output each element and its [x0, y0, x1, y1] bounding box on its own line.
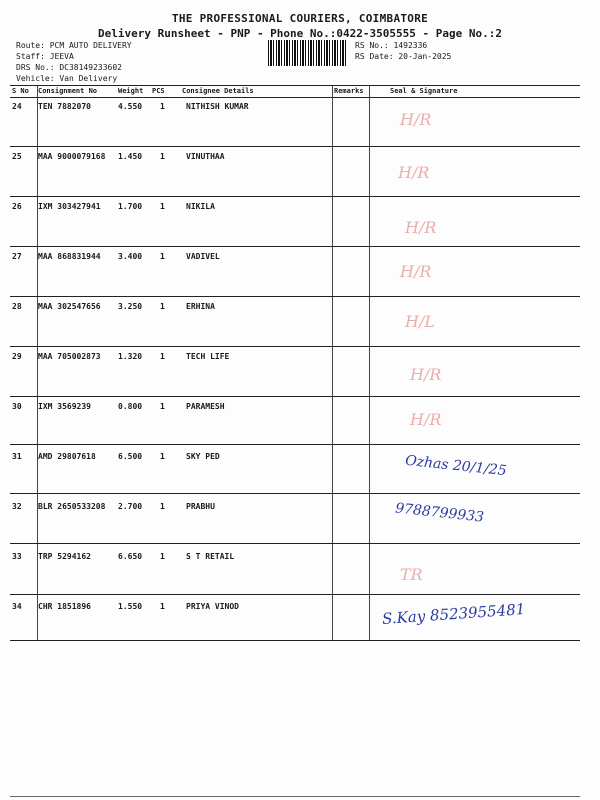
table-row	[10, 548, 580, 598]
row-rule	[10, 493, 580, 494]
route-label: Route: PCM AUTO DELIVERY	[16, 41, 132, 50]
row-sno: 33	[12, 552, 22, 561]
row-weight: 1.320	[118, 352, 143, 361]
col-seal: Seal & Signature	[390, 87, 458, 95]
table-row	[10, 398, 580, 448]
rs-number: RS No.: 1492336	[355, 41, 428, 50]
row-consignment: TEN 7882070	[38, 102, 91, 111]
table-row	[10, 348, 580, 398]
row-rule	[10, 196, 580, 197]
table-row	[10, 298, 580, 348]
table-row	[10, 198, 580, 248]
row-consignee: PARAMESH	[186, 402, 225, 411]
row-rule	[10, 543, 580, 544]
runsheet-info-right	[355, 40, 451, 62]
row-consignee: S T RETAIL	[186, 552, 235, 561]
signature-mark: S.Kay 8523955481	[381, 600, 526, 628]
signature-mark: H/L	[405, 312, 435, 331]
company-title: THE PROFESSIONAL COURIERS, COIMBATORE	[171, 12, 429, 25]
row-pcs: 1	[160, 402, 165, 411]
row-consignment: AMD 29807618	[38, 452, 96, 461]
col-weight: Weight	[118, 87, 144, 95]
row-sno: 27	[12, 252, 22, 261]
row-consignee: TECH LIFE	[186, 352, 230, 361]
row-weight: 2.700	[118, 502, 143, 511]
row-pcs: 1	[160, 102, 165, 111]
row-sno: 24	[12, 102, 22, 111]
row-sno: 26	[12, 202, 22, 211]
row-pcs: 1	[160, 302, 165, 311]
row-weight: 1.550	[118, 602, 143, 611]
row-sno: 30	[12, 402, 22, 411]
row-consignee: VADIVEL	[186, 252, 220, 261]
row-sno: 31	[12, 452, 22, 461]
row-pcs: 1	[160, 552, 165, 561]
row-weight: 6.650	[118, 552, 143, 561]
row-consignment: TRP 5294162	[38, 552, 91, 561]
row-rule	[10, 346, 580, 347]
row-consignee: PRABHU	[186, 502, 215, 511]
signature-mark: H/R	[410, 365, 442, 384]
row-weight: 3.250	[118, 302, 143, 311]
row-weight: 0.800	[118, 402, 143, 411]
row-rule	[10, 594, 580, 595]
row-pcs: 1	[160, 352, 165, 361]
rs-date: RS Date: 20-Jan-2025	[355, 52, 452, 61]
row-consignment: MAA 9000079168	[38, 152, 106, 161]
row-consignee: SKY PED	[186, 452, 220, 461]
row-pcs: 1	[160, 252, 165, 261]
row-consignment: MAA 302547656	[38, 302, 101, 311]
signature-mark: 9788799933	[394, 500, 485, 526]
col-consignee: Consignee Details	[182, 87, 254, 95]
row-consignment: CHR 1851896	[38, 602, 91, 611]
signature-mark: Ozhas 20/1/25	[404, 452, 508, 480]
row-consignment: IXM 303427941	[38, 202, 101, 211]
signature-mark: TR	[400, 565, 423, 584]
row-consignment: MAA 868831944	[38, 252, 101, 261]
col-remarks: Remarks	[334, 87, 364, 95]
row-weight: 6.500	[118, 452, 143, 461]
row-consignment: BLR 2650533208	[38, 502, 106, 511]
row-weight: 3.400	[118, 252, 143, 261]
signature-mark: H/R	[400, 110, 432, 129]
row-rule	[10, 296, 580, 297]
row-pcs: 1	[160, 152, 165, 161]
col-pcs: PCS	[152, 87, 165, 95]
row-consignee: VINUTHAA	[186, 152, 225, 161]
row-consignee: NITHISH KUMAR	[186, 102, 249, 111]
drs-number: DRS No.: DC38149233602	[16, 63, 122, 72]
table-bottom-rule	[10, 640, 580, 641]
vehicle-label: Vehicle: Van Delivery	[16, 74, 118, 83]
signature-mark: H/R	[410, 410, 442, 429]
runsheet-info-left	[16, 40, 132, 84]
row-rule	[10, 444, 580, 445]
row-sno: 34	[12, 602, 22, 611]
table-row	[10, 248, 580, 298]
table-header	[10, 86, 580, 98]
row-consignment: IXM 3569239	[38, 402, 91, 411]
col-sno: S No	[12, 87, 29, 95]
page-bottom-rule	[10, 796, 580, 797]
row-consignee: ERHINA	[186, 302, 215, 311]
signature-mark: H/R	[398, 163, 430, 182]
table-row	[10, 148, 580, 198]
barcode-image	[268, 40, 346, 66]
col-consignment: Consignment No	[38, 87, 98, 95]
row-rule	[10, 246, 580, 247]
row-weight: 1.700	[118, 202, 143, 211]
table-row	[10, 98, 580, 148]
row-sno: 25	[12, 152, 22, 161]
table-row	[10, 498, 580, 548]
row-weight: 4.550	[118, 102, 143, 111]
signature-mark: H/R	[400, 262, 432, 281]
row-pcs: 1	[160, 452, 165, 461]
row-rule	[10, 396, 580, 397]
signature-mark: H/R	[405, 218, 437, 237]
row-rule	[10, 146, 580, 147]
runsheet-subtitle: Delivery Runsheet - PNP - Phone No.:0422-3505555 - Page No.:2	[98, 27, 502, 40]
row-sno: 32	[12, 502, 22, 511]
row-consignee: PRIYA VINOD	[186, 602, 239, 611]
row-pcs: 1	[160, 502, 165, 511]
row-pcs: 1	[160, 602, 165, 611]
row-weight: 1.450	[118, 152, 143, 161]
row-consignee: NIKILA	[186, 202, 215, 211]
row-sno: 29	[12, 352, 22, 361]
row-pcs: 1	[160, 202, 165, 211]
staff-label: Staff: JEEVA	[16, 52, 74, 61]
row-consignment: MAA 705002873	[38, 352, 101, 361]
row-sno: 28	[12, 302, 22, 311]
